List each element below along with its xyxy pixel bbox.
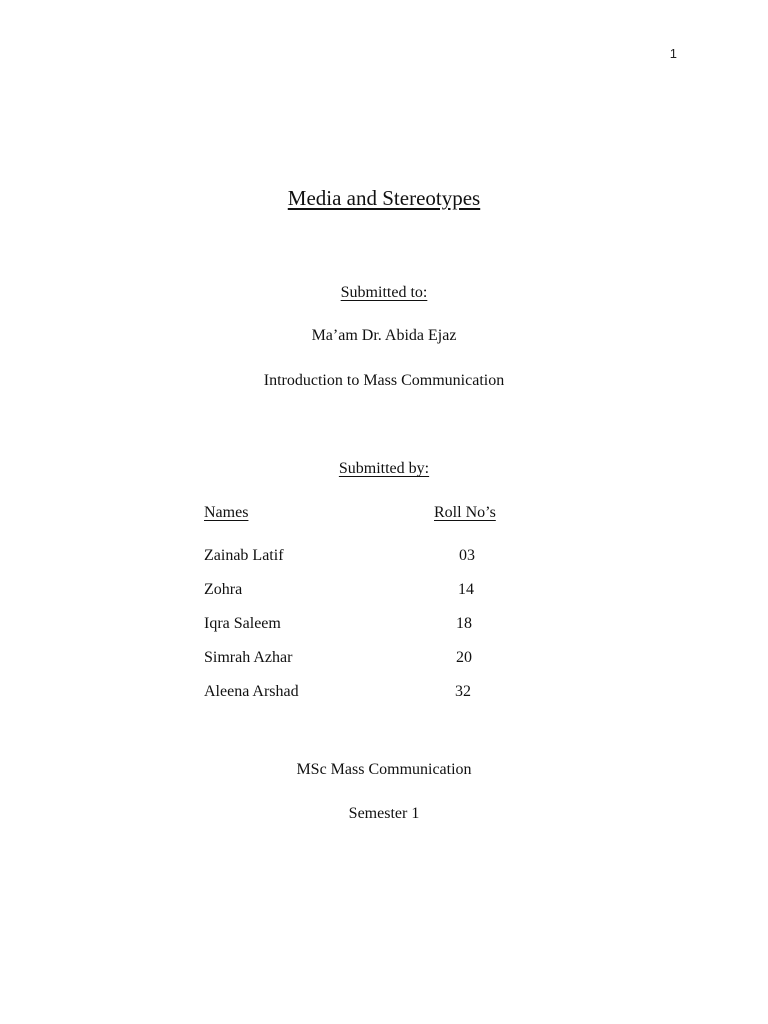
program-name: MSc Mass Communication: [296, 761, 472, 778]
document-title: Media and Stereotypes: [287, 186, 481, 210]
student-roll: 14: [458, 581, 474, 598]
semester-label: Semester 1: [348, 805, 420, 822]
roll-column-header: Roll No’s: [434, 504, 496, 521]
student-roll: 20: [456, 649, 472, 666]
student-name: Iqra Saleem: [204, 615, 281, 632]
student-name: Zohra: [204, 581, 243, 598]
teacher-name: Ma’am Dr. Abida Ejaz: [311, 327, 457, 344]
student-roll: 32: [455, 683, 471, 700]
submitted-by-heading: Submitted by:: [338, 460, 430, 477]
student-name: Simrah Azhar: [204, 649, 293, 666]
submitted-to-heading: Submitted to:: [340, 284, 428, 301]
student-name: Aleena Arshad: [204, 683, 299, 700]
student-roll: 18: [456, 615, 472, 632]
page-number: 1: [669, 46, 677, 61]
student-roll: 03: [459, 547, 475, 564]
course-name: Introduction to Mass Communication: [263, 372, 505, 389]
student-name: Zainab Latif: [204, 547, 284, 564]
names-column-header: Names: [204, 504, 249, 521]
